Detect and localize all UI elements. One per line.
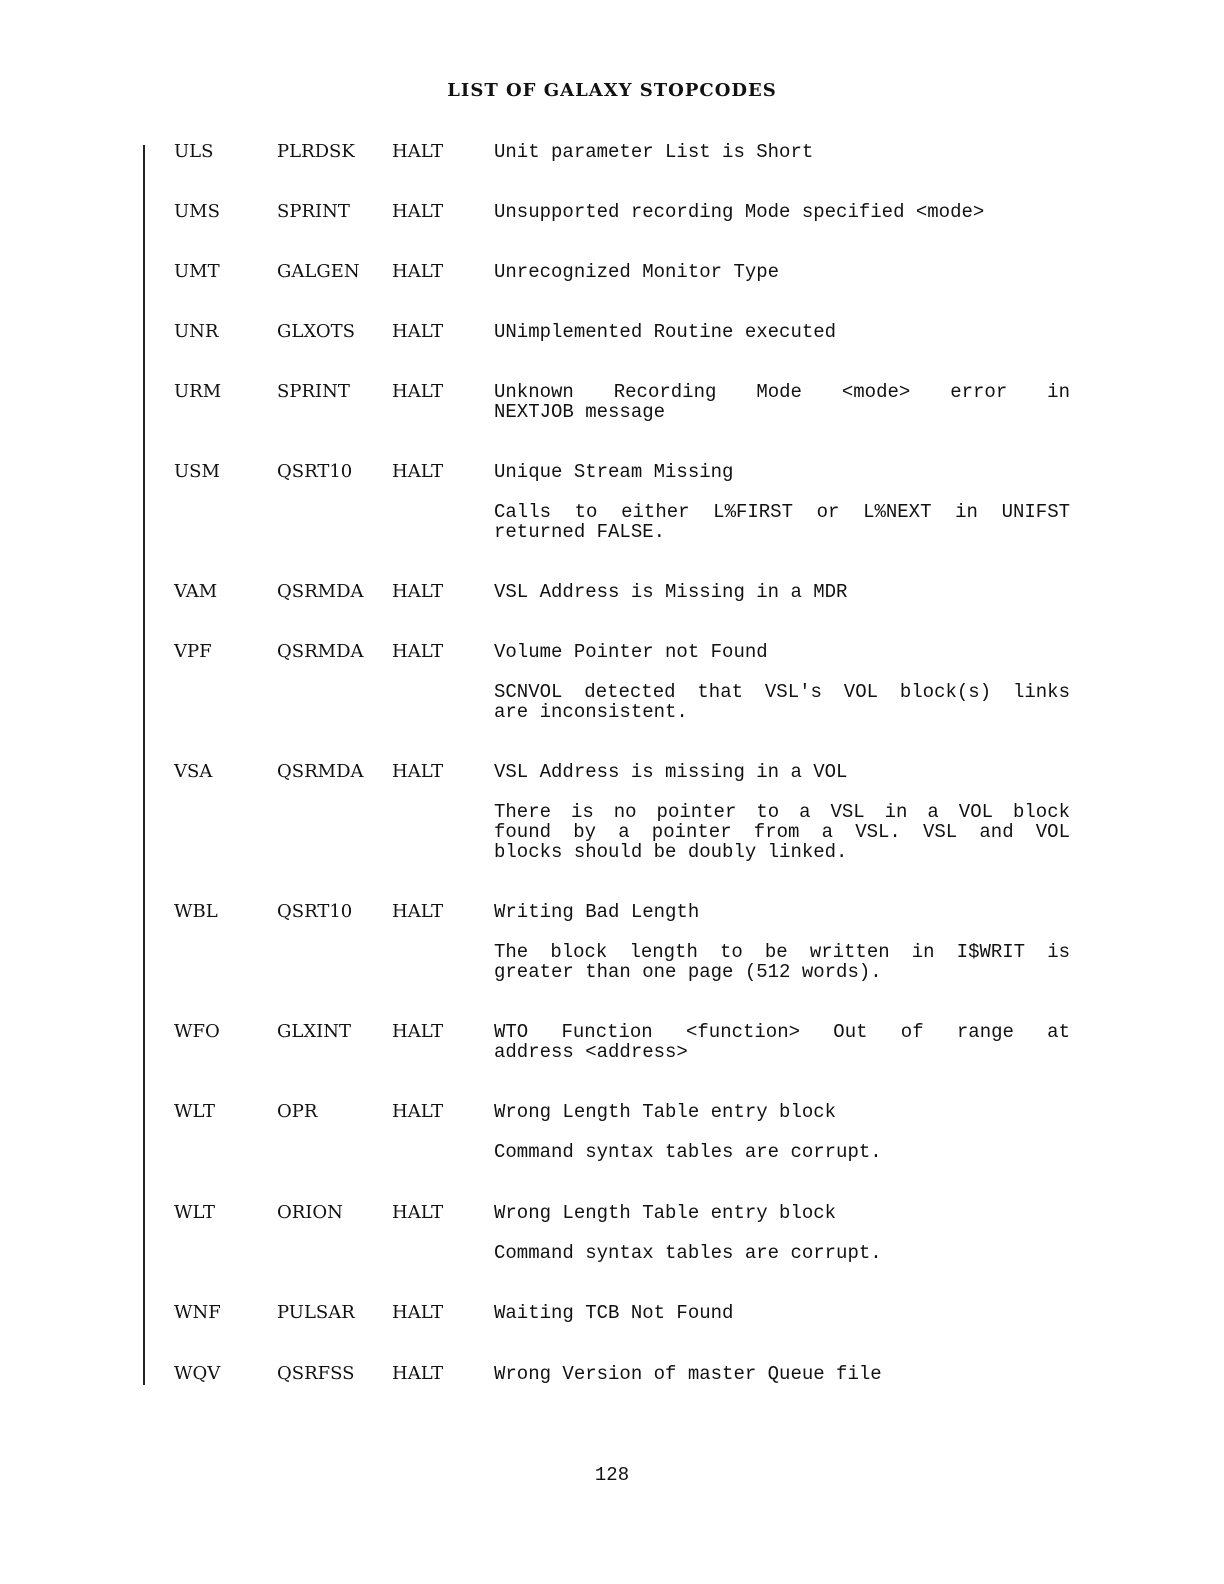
stopcode-code: VSA [174, 761, 213, 782]
note-line: Calls to either L%FIRST or L%NEXT in UNIFST [494, 501, 1070, 523]
description-line: Wrong Version of master Queue file [494, 1363, 882, 1385]
stopcode-module: QSRT10 [277, 901, 353, 922]
note-line: blocks should be doubly linked. [494, 841, 848, 863]
page-number: 128 [594, 1464, 630, 1486]
stopcode-code: WLT [174, 1202, 215, 1223]
stopcode-action: HALT [392, 1101, 444, 1122]
stopcode-action: HALT [392, 1202, 444, 1223]
stopcode-note [494, 1243, 1070, 1263]
description-line: address <address> [494, 1041, 688, 1063]
stopcode-code: WQV [174, 1363, 221, 1384]
stopcode-module: GLXINT [277, 1021, 352, 1042]
description-line: NEXTJOB message [494, 401, 666, 423]
note-line: Command syntax tables are corrupt. [494, 1242, 882, 1264]
stopcode-description [494, 1203, 1070, 1223]
stopcode-description [494, 322, 1070, 342]
stopcode-description [494, 202, 1070, 222]
stopcode-code: URM [174, 381, 222, 402]
stopcode-description [494, 902, 1070, 922]
stopcode-description [494, 642, 1070, 662]
stopcode-code: WBL [174, 901, 218, 922]
stopcode-description [494, 1102, 1070, 1122]
stopcode-module: SPRINT [277, 201, 350, 222]
description-line: Unrecognized Monitor Type [494, 261, 780, 283]
stopcode-note [494, 802, 1070, 862]
stopcode-code: USM [174, 461, 220, 482]
stopcode-description [494, 1022, 1070, 1062]
description-line: WTO Function <function> Out of range at [494, 1021, 1070, 1043]
description-line: VSL Address is Missing in a MDR [494, 581, 848, 603]
stopcode-note [494, 682, 1070, 722]
stopcode-note [494, 502, 1070, 542]
stopcode-action: HALT [392, 1021, 444, 1042]
stopcode-module: SPRINT [277, 381, 350, 402]
description-line: Writing Bad Length [494, 901, 700, 923]
stopcode-description [494, 582, 1070, 602]
description-line: Unit parameter List is Short [494, 141, 814, 163]
stopcode-action: HALT [392, 761, 444, 782]
stopcode-module: GALGEN [277, 261, 360, 282]
stopcode-action: HALT [392, 141, 444, 162]
stopcode-code: WFO [174, 1021, 220, 1042]
stopcode-action: HALT [392, 1363, 444, 1384]
description-line: Waiting TCB Not Found [494, 1302, 734, 1324]
description-line: UNimplemented Routine executed [494, 321, 837, 343]
stopcode-description [494, 762, 1070, 782]
stopcode-module: PLRDSK [277, 141, 355, 162]
stopcode-module: QSRMDA [277, 581, 364, 602]
page-title: LIST OF GALAXY STOPCODES [447, 80, 777, 101]
note-line: found by a pointer from a VSL. VSL and VOL [494, 821, 1070, 843]
stopcode-description [494, 1303, 1070, 1323]
stopcode-module: QSRT10 [277, 461, 353, 482]
description-line: Unknown Recording Mode <mode> error in [494, 381, 1070, 403]
stopcode-action: HALT [392, 321, 444, 342]
stopcode-action: HALT [392, 901, 444, 922]
stopcode-action: HALT [392, 1302, 444, 1323]
note-line: are inconsistent. [494, 701, 688, 723]
stopcode-module: QSRFSS [277, 1363, 355, 1384]
stopcode-description [494, 262, 1070, 282]
stopcode-note [494, 1142, 1070, 1162]
note-line: greater than one page (512 words). [494, 961, 882, 983]
stopcode-description [494, 462, 1070, 482]
description-line: Unique Stream Missing [494, 461, 734, 483]
description-line: Unsupported recording Mode specified <mode> [494, 201, 985, 223]
stopcode-code: UMS [174, 201, 220, 222]
stopcode-action: HALT [392, 201, 444, 222]
stopcode-module: ORION [277, 1202, 343, 1223]
stopcode-description [494, 382, 1070, 422]
stopcode-code: UMT [174, 261, 220, 282]
stopcode-description [494, 1364, 1070, 1384]
stopcode-action: HALT [392, 581, 444, 602]
stopcode-code: ULS [174, 141, 214, 162]
stopcode-action: HALT [392, 461, 444, 482]
description-line: Wrong Length Table entry block [494, 1101, 837, 1123]
stopcode-module: QSRMDA [277, 641, 364, 662]
description-line: VSL Address is missing in a VOL [494, 761, 848, 783]
stopcode-code: WNF [174, 1302, 221, 1323]
stopcode-code: VAM [174, 581, 218, 602]
stopcode-module: PULSAR [277, 1302, 355, 1323]
stopcode-code: WLT [174, 1101, 215, 1122]
stopcode-action: HALT [392, 261, 444, 282]
stopcode-note [494, 942, 1070, 982]
note-line: The block length to be written in I$WRIT is [494, 941, 1070, 963]
stopcode-action: HALT [392, 641, 444, 662]
stopcode-code: VPF [174, 641, 212, 662]
note-line: Command syntax tables are corrupt. [494, 1141, 882, 1163]
stopcode-code: UNR [174, 321, 219, 342]
stopcode-module: GLXOTS [277, 321, 355, 342]
description-line: Volume Pointer not Found [494, 641, 768, 663]
stopcode-action: HALT [392, 381, 444, 402]
note-line: There is no pointer to a VSL in a VOL block [494, 801, 1070, 823]
change-bar [143, 145, 145, 1385]
stopcode-module: QSRMDA [277, 761, 364, 782]
stopcode-description [494, 142, 1070, 162]
description-line: Wrong Length Table entry block [494, 1202, 837, 1224]
note-line: SCNVOL detected that VSL's VOL block(s) links [494, 681, 1070, 703]
note-line: returned FALSE. [494, 521, 666, 543]
stopcode-module: OPR [277, 1101, 318, 1122]
